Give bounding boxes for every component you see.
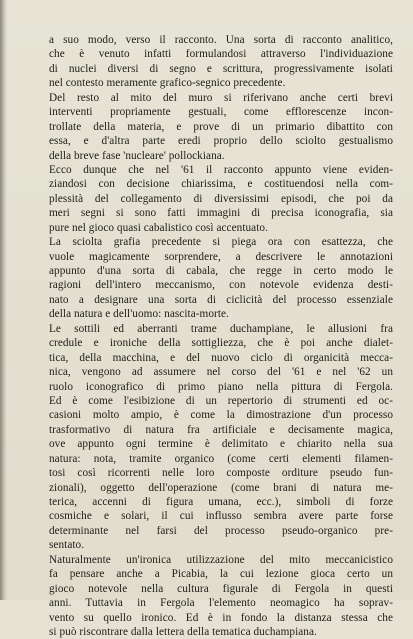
text-line: ragioni dell'intero meccanismo, con notevole evidenza desti- <box>49 279 393 292</box>
text-line: Naturalmente un'ironica utilizzazione del mito meccanicistico <box>49 553 393 566</box>
text-line: La sciolta grafia precedente si piega ora con esattezza, che <box>49 236 393 249</box>
text-line: ruolo iconografico di primo piano nella pittura di Fergola. <box>49 380 393 393</box>
text-line: che è venuto infatti formulandosi attraverso l'individuazione <box>49 48 393 61</box>
text-line: vento su quello ironico. Ed è in fondo la distanza stessa che <box>49 611 393 624</box>
text-line: terica, accenni di figura umana, ecc.), simboli di forze <box>49 496 393 508</box>
text-line: meri segni si sono fatti immagini di precisa iconografia, sia <box>49 207 393 220</box>
text-line: nato a designare una sorta di ciclicità del processo essenziale <box>49 293 393 306</box>
text-line: si può riscontrare dalla lettera della tematica duchampiana. <box>49 625 317 638</box>
text-line: della natura e dell'uomo: nascita-morte. <box>49 308 229 321</box>
text-line: nel contesto meramente grafico-segnico precedente. <box>49 77 286 90</box>
text-line: zionali), oggetto dell'operazione (come brani di natura me- <box>49 481 393 494</box>
text-line: trasformativo di natura fra artificiale e decisamente magica, <box>49 423 393 436</box>
text-line: ove appunto ogni termine è delimitato e chiarito nella sua <box>49 438 393 451</box>
text-line: natura: nota, tramite organico (come certi elementi filamen- <box>49 452 393 465</box>
text-line: cosmiche e solari, il cui influsso sembra avere parte forse <box>49 510 393 523</box>
text-line: gioco notevole nella cultura figurale di Fergola in questi <box>49 582 393 595</box>
text-line: sentato. <box>49 539 85 552</box>
text-line: pure nel gioco quasi cabalistico così accentuato. <box>49 221 268 234</box>
text-line: a suo modo, verso il racconto. Una sorta di racconto analitico, <box>49 34 393 46</box>
text-line: anni. Tuttavia in Fergola l'elemento neomagico ha soprav- <box>49 597 393 610</box>
text-line: Le sottili ed aberranti trame duchampiane, le allusioni fra <box>49 322 393 335</box>
text-line: plessità del collegamento di diversissimi episodi, che poi da <box>49 192 393 205</box>
text-line: interventi propriamente gestuali, come efflorescenze incon- <box>49 106 393 119</box>
text-line: appunto d'una sorta di cabala, che regge in certo modo le <box>49 265 393 277</box>
text-line: determinante nel farsi del processo pseudo-organico pre- <box>49 524 393 537</box>
text-line: della breve fase 'nucleare' pollockiana. <box>49 149 225 162</box>
text-line: credule e ironiche della sottigliezza, che è poi anche dialet- <box>49 337 393 350</box>
text-line: vuole magicamente sorprendere, a descrivere le annotazioni <box>49 250 393 263</box>
text-line: Ecco dunque che nel '61 il racconto appunto viene eviden- <box>49 163 393 176</box>
body-text <box>49 33 393 639</box>
text-line: ziandosi con decisione chiarissima, e costituendosi nella com- <box>49 178 393 191</box>
text-line: trollate della materia, e prove di un primario dibattito con <box>49 120 393 133</box>
text-line: casioni molto ampio, è come la dimostrazione d'un processo <box>49 409 393 422</box>
text-line: tosi così ricorrenti nelle loro composte orditure pseudo fun- <box>49 467 393 480</box>
text-line: Ed è come l'esibizione di un repertorio di strumenti ed oc- <box>49 394 393 407</box>
text-line: tica, della macchina, e del nuovo ciclo di organicità mecca- <box>49 351 393 364</box>
text-line: di nuclei diversi di segno e scrittura, progressivamente isolati <box>49 62 393 75</box>
text-line: nica, vengono ad assumere nel corso del '61 e nel '62 un <box>49 366 393 379</box>
text-line: essa, e d'altra parte eredi proprio dello sciolto gestualismo <box>49 135 393 148</box>
text-line: Del resto al mito del muro si riferivano anche certi brevi <box>49 91 393 104</box>
text-line: fa pensare anche a Picabia, la cui lezione gioca certo un <box>49 568 393 581</box>
